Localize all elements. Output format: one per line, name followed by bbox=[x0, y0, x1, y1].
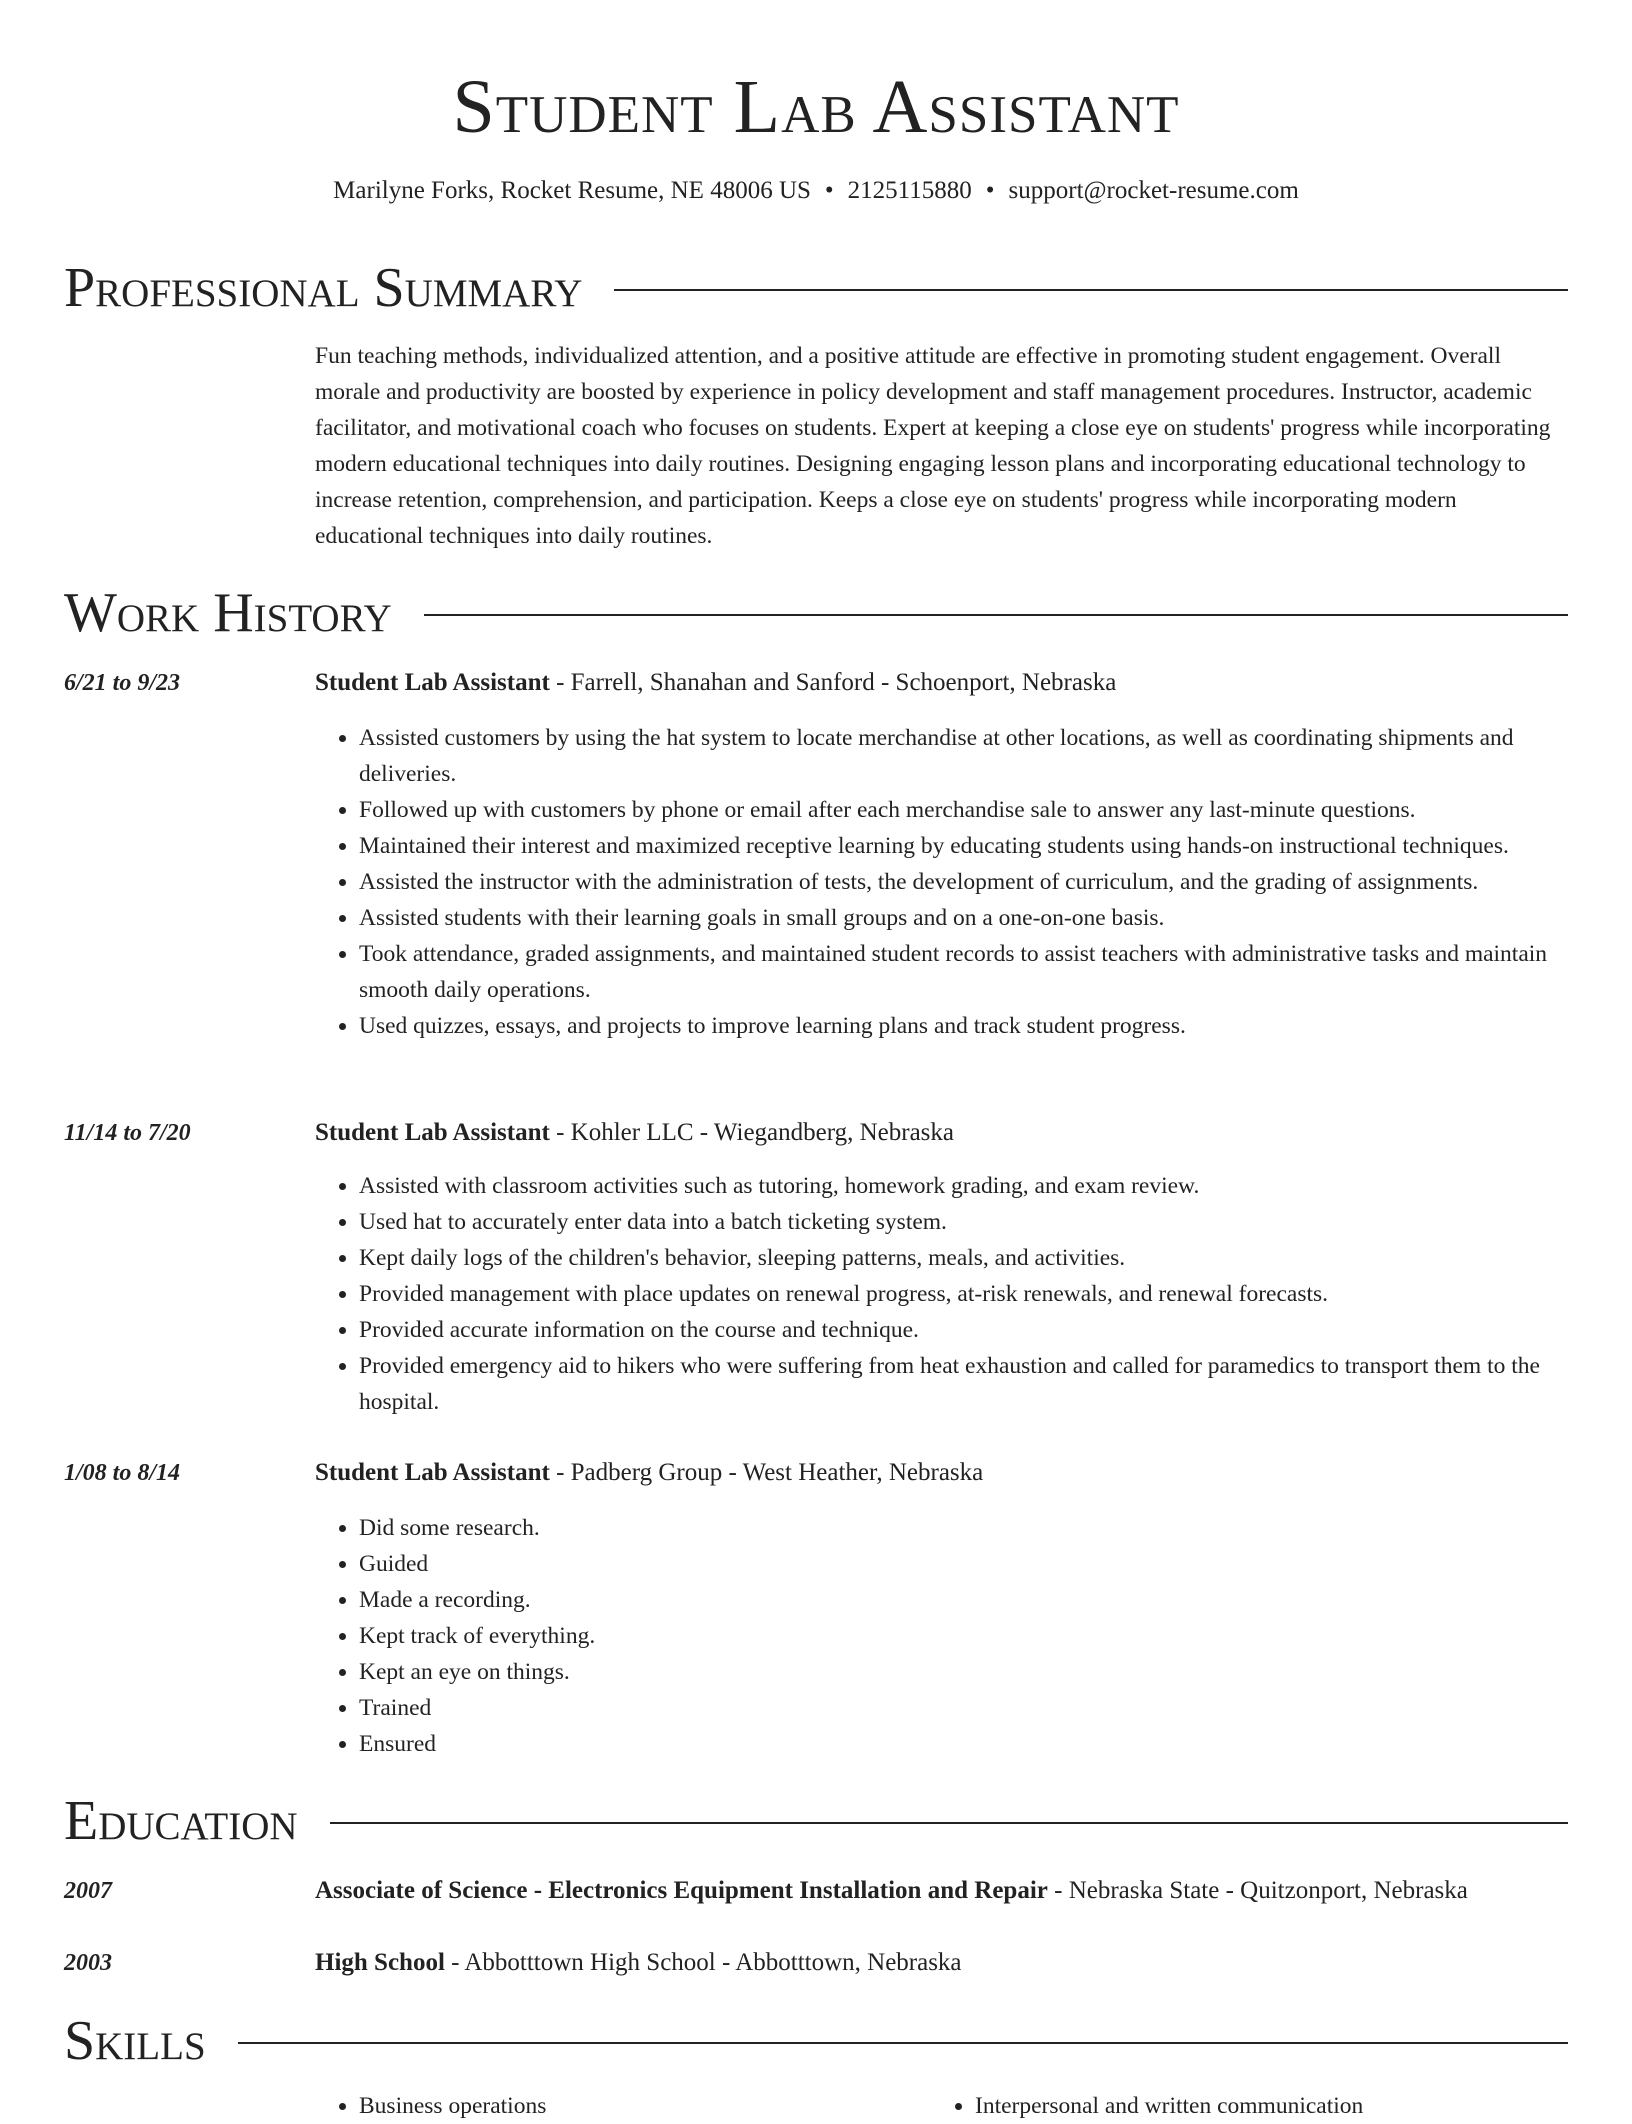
contact-phone: 2125115880 bbox=[847, 177, 972, 204]
list-item: • Assisted with classroom activities such as tutoring, homework grading, and exam review. bbox=[359, 1168, 1568, 1204]
job-dates: 11/14 to 7/20 bbox=[64, 1120, 191, 1146]
list-item: • Guided bbox=[359, 1546, 1568, 1582]
job-employer: - Padberg Group - West Heather, Nebraska bbox=[549, 1459, 984, 1486]
list-item: • Trained bbox=[359, 1690, 1568, 1726]
section-heading-education: Education bbox=[64, 1790, 298, 1852]
contact-separator: • bbox=[824, 177, 834, 204]
job-employer: - Kohler LLC - Wiegandberg, Nebraska bbox=[549, 1119, 954, 1146]
contact-line bbox=[0, 174, 1632, 208]
job-title: Student Lab Assistant bbox=[315, 669, 550, 696]
list-item: • Did some research. bbox=[359, 1510, 1568, 1546]
list-item: • Kept an eye on things. bbox=[359, 1654, 1568, 1690]
education-entry bbox=[315, 1874, 1568, 1908]
job-heading bbox=[315, 666, 1568, 700]
section-divider bbox=[238, 2042, 1568, 2044]
list-item: • Used quizzes, essays, and projects to improve learning plans and track student progress. bbox=[359, 1008, 1568, 1044]
resume-title: Student Lab Assistant bbox=[452, 65, 1180, 149]
job-title: Student Lab Assistant bbox=[315, 1459, 550, 1486]
list-item: • Provided management with place updates on renewal progress, at-risk renewals, and renewal forecasts. bbox=[359, 1276, 1568, 1312]
section-education-header bbox=[64, 1789, 1568, 1853]
list-item: • Provided accurate information on the course and technique. bbox=[359, 1312, 1568, 1348]
skills-list-right bbox=[931, 2088, 1491, 2124]
education-school: - Nebraska State - Quitzonport, Nebraska bbox=[1047, 1877, 1468, 1904]
section-divider bbox=[614, 289, 1568, 291]
education-degree: Associate of Science - Electronics Equipment Installation and Repair bbox=[315, 1877, 1048, 1904]
summary-text: Fun teaching methods, individualized attention, and a positive attitude are effective in promoting student engagement. Overall morale and productivity are boosted by experience in policy development and staff management procedures. Instructor, academic facilitator, and motivational coach who focuses on students. Expert at keeping a close eye on students' progress while incorporating modern educational techniques into daily routines. Designing engaging lesson plans and incorporating educational technology to increase retention, comprehension, and participation. Keeps a close eye on students' progress while incorporating modern educational techniques into daily routines. bbox=[315, 343, 1551, 549]
skill-item: • Interpersonal and written communication bbox=[975, 2088, 1491, 2124]
education-year: 2003 bbox=[64, 1950, 112, 1976]
section-heading-work: Work History bbox=[64, 582, 392, 644]
skills-list-left bbox=[315, 2088, 875, 2124]
education-degree: High School bbox=[315, 1949, 445, 1976]
list-item: • Kept track of everything. bbox=[359, 1618, 1568, 1654]
list-item: • Kept daily logs of the children's behavior, sleeping patterns, meals, and activities. bbox=[359, 1240, 1568, 1276]
section-divider bbox=[424, 614, 1568, 616]
job-heading bbox=[315, 1116, 1568, 1150]
contact-address: Marilyne Forks, Rocket Resume, NE 48006 US bbox=[333, 177, 811, 204]
section-heading-skills: Skills bbox=[64, 2010, 206, 2072]
contact-separator: • bbox=[985, 177, 995, 204]
job-employer: - Farrell, Shanahan and Sanford - Schoenport, Nebraska bbox=[549, 669, 1117, 696]
list-item: • Maintained their interest and maximized receptive learning by educating students using hands-on instructional techniques. bbox=[359, 828, 1568, 864]
section-divider bbox=[330, 1822, 1568, 1824]
job-title: Student Lab Assistant bbox=[315, 1119, 550, 1146]
skill-item: • Business operations bbox=[359, 2088, 875, 2124]
list-item: • Ensured bbox=[359, 1726, 1568, 1762]
job-bullets bbox=[315, 1168, 1568, 1420]
contact-email: support@rocket-resume.com bbox=[1008, 177, 1299, 204]
section-work-header bbox=[64, 581, 1568, 645]
job-bullets bbox=[315, 1510, 1568, 1762]
list-item: • Assisted the instructor with the administration of tests, the development of curriculum, and the grading of assignments. bbox=[359, 864, 1568, 900]
list-item: • Used hat to accurately enter data into a batch ticketing system. bbox=[359, 1204, 1568, 1240]
job-heading bbox=[315, 1456, 1568, 1490]
list-item: • Followed up with customers by phone or email after each merchandise sale to answer any last-minute questions. bbox=[359, 792, 1568, 828]
education-year: 2007 bbox=[64, 1878, 112, 1904]
job-bullets bbox=[315, 720, 1568, 1044]
section-skills-header bbox=[64, 2009, 1568, 2073]
job-dates: 1/08 to 8/14 bbox=[64, 1460, 181, 1486]
job-dates: 6/21 to 9/23 bbox=[64, 670, 181, 696]
list-item: • Assisted customers by using the hat system to locate merchandise at other locations, as well as coordinating shipments and deliveries. bbox=[359, 720, 1568, 792]
list-item: • Provided emergency aid to hikers who were suffering from heat exhaustion and called for paramedics to transport them to the hospital. bbox=[359, 1348, 1568, 1420]
education-school: - Abbotttown High School - Abbotttown, Nebraska bbox=[444, 1949, 962, 1976]
education-entry bbox=[315, 1946, 1568, 1980]
section-summary-header bbox=[64, 256, 1568, 320]
list-item: • Made a recording. bbox=[359, 1582, 1568, 1618]
section-heading-summary: Professional Summary bbox=[64, 257, 583, 319]
list-item: • Assisted students with their learning goals in small groups and on a one-on-one basis. bbox=[359, 900, 1568, 936]
list-item: • Took attendance, graded assignments, and maintained student records to assist teachers with administrative tasks and maintain smooth daily operations. bbox=[359, 936, 1568, 1008]
